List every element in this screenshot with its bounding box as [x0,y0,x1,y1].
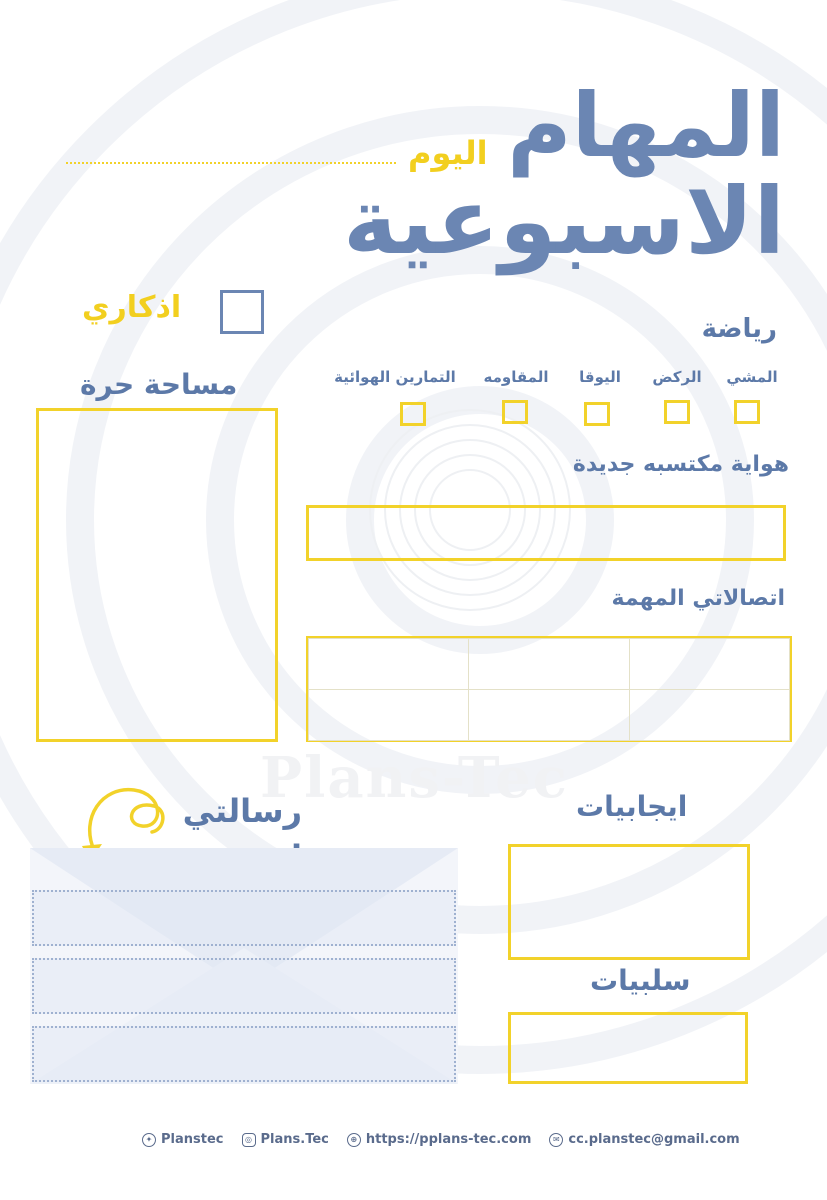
calls-cell[interactable] [309,690,469,741]
page-title-line2: الاسبوعية [343,168,785,275]
instagram-icon: ◎ [242,1133,256,1147]
calls-cell[interactable] [629,690,789,741]
footer-twitter[interactable] [142,1132,224,1147]
page-title-line1: المهام [507,74,785,177]
today-dotted-line [66,162,396,164]
adhkar-label: اذكاري [82,290,182,325]
sport-running-checkbox[interactable] [664,400,690,424]
sport-walking-label: المشي [726,368,778,386]
calls-cell[interactable] [309,639,469,690]
footer-twitter-text: Planstec [161,1132,224,1147]
positives-label: ايجابيات [576,790,688,823]
today-label: اليوم [408,134,488,172]
sport-resistance-label: المقاومه [483,368,549,386]
globe-icon: ⊕ [347,1133,361,1147]
sport-yoga-checkbox[interactable] [584,402,610,426]
sport-running-label: الركض [652,368,702,386]
watermark: Plans-Tec [260,745,569,811]
footer-website[interactable] [347,1132,532,1147]
free-space-box[interactable] [36,408,278,742]
sport-yoga-label: اليوقا [579,368,621,386]
negatives-label: سلبيات [590,964,691,997]
message-line-2[interactable] [32,958,456,1014]
footer-email-text: cc.planstec@gmail.com [568,1132,740,1147]
twitter-icon: ✦ [142,1133,156,1147]
hobby-label: هواية مكتسبه جديدة [572,452,789,477]
message-line-3[interactable] [32,1026,456,1082]
footer-instagram[interactable] [242,1132,329,1147]
footer-instagram-text: Plans.Tec [260,1132,329,1147]
calls-cell[interactable] [469,639,629,690]
calls-table [308,638,790,741]
email-icon: ✉ [549,1133,563,1147]
negatives-box[interactable] [508,1012,748,1084]
calls-cell[interactable] [469,690,629,741]
positives-box[interactable] [508,844,750,960]
adhkar-checkbox[interactable] [220,290,264,334]
calls-table-row [309,639,790,690]
message-line-1[interactable] [32,890,456,946]
messages-label-line1: رسالتي [182,792,302,830]
sport-walking-checkbox[interactable] [734,400,760,424]
sports-label: رياضة [701,314,777,344]
calls-cell[interactable] [629,639,789,690]
sport-aerobic-label: التمارين الهوائية [334,368,456,386]
footer-website-text: https://pplans-tec.com [365,1132,532,1147]
sport-aerobic-checkbox[interactable] [400,402,426,426]
calls-table-row [309,690,790,741]
calls-table-frame [306,636,792,742]
footer-email[interactable] [549,1132,739,1147]
sport-resistance-checkbox[interactable] [502,400,528,424]
calls-label: اتصالاتي المهمة [611,586,785,611]
hobby-box[interactable] [306,505,786,561]
footer [142,1132,740,1147]
free-space-label: مساحة حرة [80,368,238,401]
